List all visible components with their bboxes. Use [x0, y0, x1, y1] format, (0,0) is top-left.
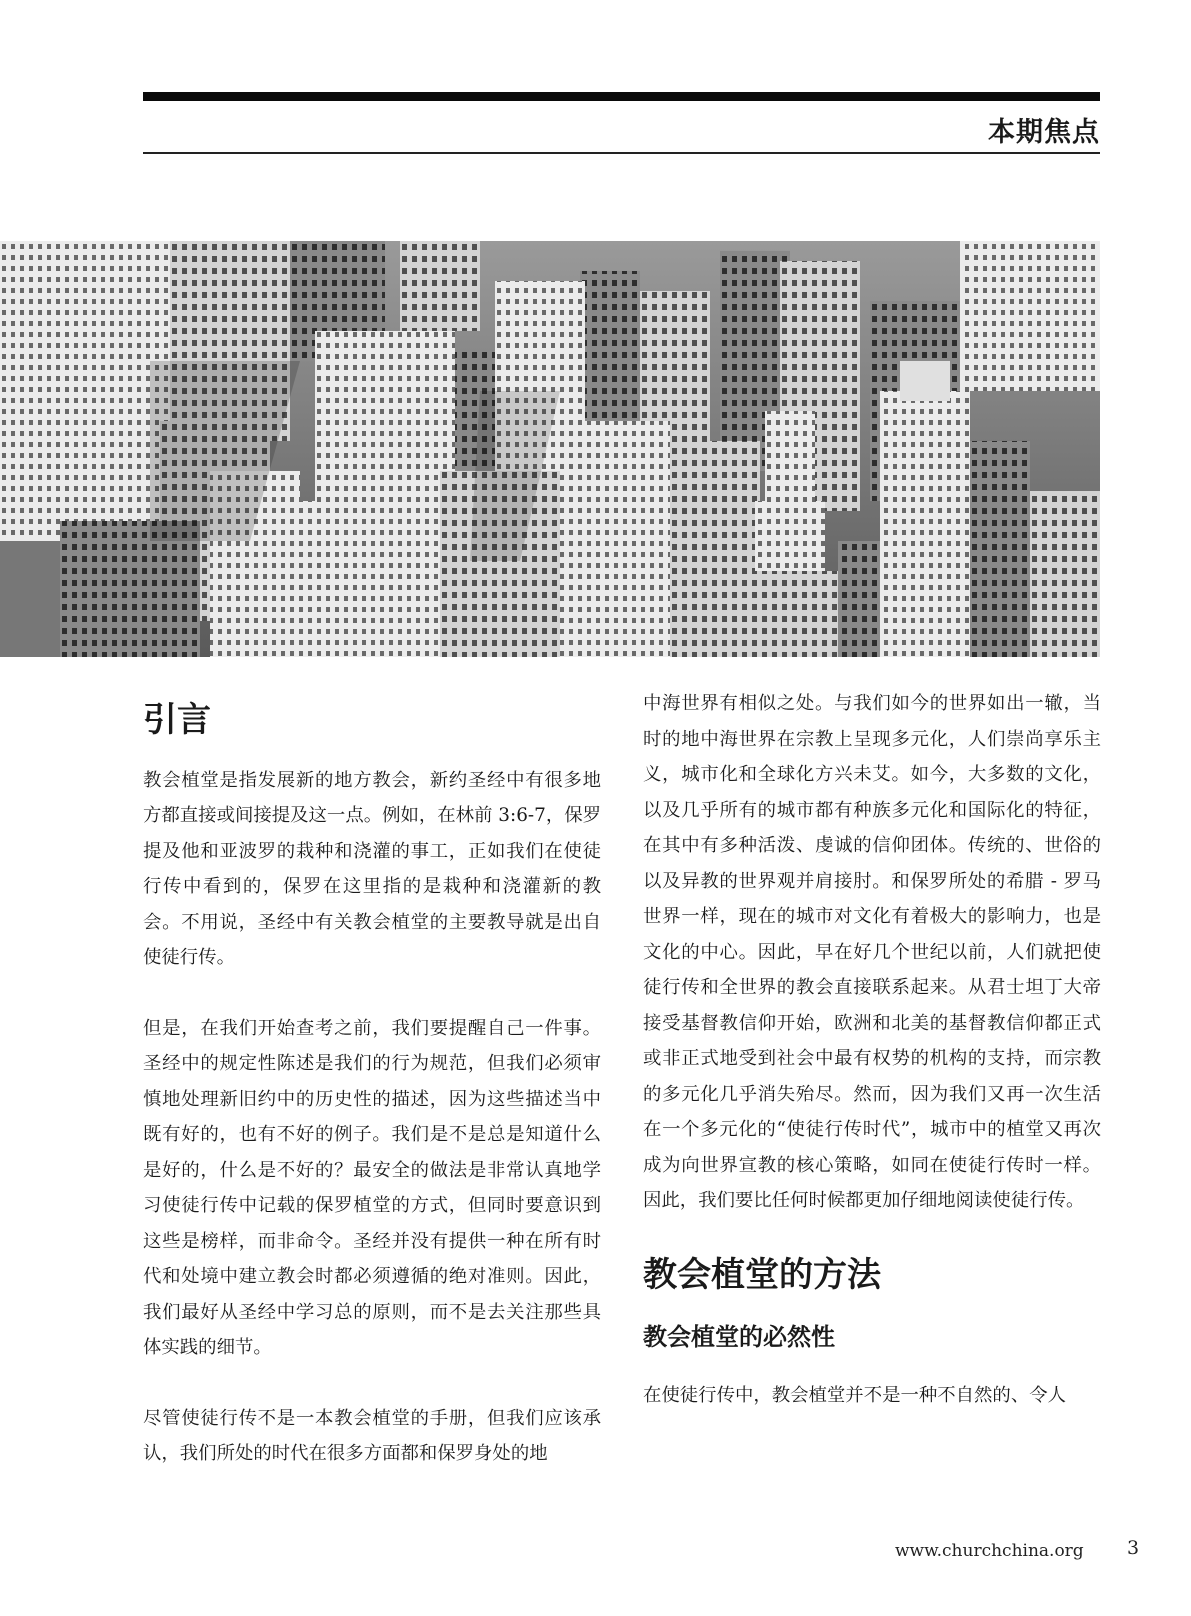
footer-url: www.churchchina.org — [895, 1541, 1084, 1561]
intro-paragraph-1: 教会植堂是指发展新的地方教会，新约圣经中有很多地方都直接或间接提及这一点。例如，在林前 3:6-7，保罗提及他和亚波罗的栽种和浇灌的事工，正如我们在使徒行传中看到的，保罗在这里指的是栽种和浇灌新的教会。不用说，圣经中有关教会植堂的主要教导就是出自使徒行传。 — [143, 769, 601, 969]
left-column — [143, 700, 601, 1472]
page-number: 3 — [1127, 1537, 1140, 1559]
header-divider — [143, 152, 1100, 154]
top-rule — [143, 92, 1100, 101]
intro-paragraph-2: 但是，在我们开始查考之前，我们要提醒自己一件事。圣经中的规定性陈述是我们的行为规范，但我们必须审慎地处理新旧约中的历史性的描述，因为这些描述当中既有好的，也有不好的例子。我们是不是总是知道什么是好的，什么是不好的？最安全的做法是非常认真地学习使徒行传中记载的保罗植堂的方式，但同时要意识到这些是榜样，而非命令。圣经并没有提供一种在所有时代和处境中建立教会时都必须遵循的绝对准则。因此，我们最好从圣经中学习总的原则，而不是去关注那些具体实践的细节。 — [143, 1017, 601, 1359]
continuation-paragraph: 中海世界有相似之处。与我们如今的世界如出一辙，当时的地中海世界在宗教上呈现多元化，人们崇尚享乐主义，城市化和全球化方兴未艾。如今，大多数的文化，以及几乎所有的城市都有种族多元化和国际化的特征，在其中有多种活泼、虔诚的信仰团体。传统的、世俗的以及异教的世界观并肩接肘。和保罗所处的希腊 - 罗马世界一样，现在的城市对文化有着极大的影响力，也是文化的中心。因此，早在好几个世纪以前，人们就把使徒行传和全世界的教会直接联系起来。从君士坦丁大帝接受基督教信仰开始，欧洲和北美的基督教信仰都正式或非正式地受到社会中最有权势的机构的支持，而宗教的多元化几乎消失殆尽。然而，因为我们又再一次生活在一个多元化的“使徒行传时代”，城市中的植堂又再次成为向世界宣教的核心策略，如同在使徒行传时一样。因此，我们要比任何时候都更加仔细地阅读使徒行传。 — [643, 693, 1101, 1211]
method-heading: 教会植堂的方法 — [643, 1254, 881, 1295]
section-label: 本期焦点 — [988, 117, 1100, 148]
intro-heading: 引言 — [143, 700, 211, 740]
right-column — [643, 693, 1101, 1414]
intro-paragraph-3: 尽管使徒行传不是一本教会植堂的手册，但我们应该承认，我们所处的时代在很多方面都和保罗身处的地 — [143, 1407, 601, 1465]
necessity-paragraph: 在使徒行传中，教会植堂并不是一种不自然的、令人 — [643, 1385, 1066, 1407]
necessity-subheading: 教会植堂的必然性 — [643, 1322, 835, 1352]
city-skyline-photo — [0, 241, 1100, 657]
